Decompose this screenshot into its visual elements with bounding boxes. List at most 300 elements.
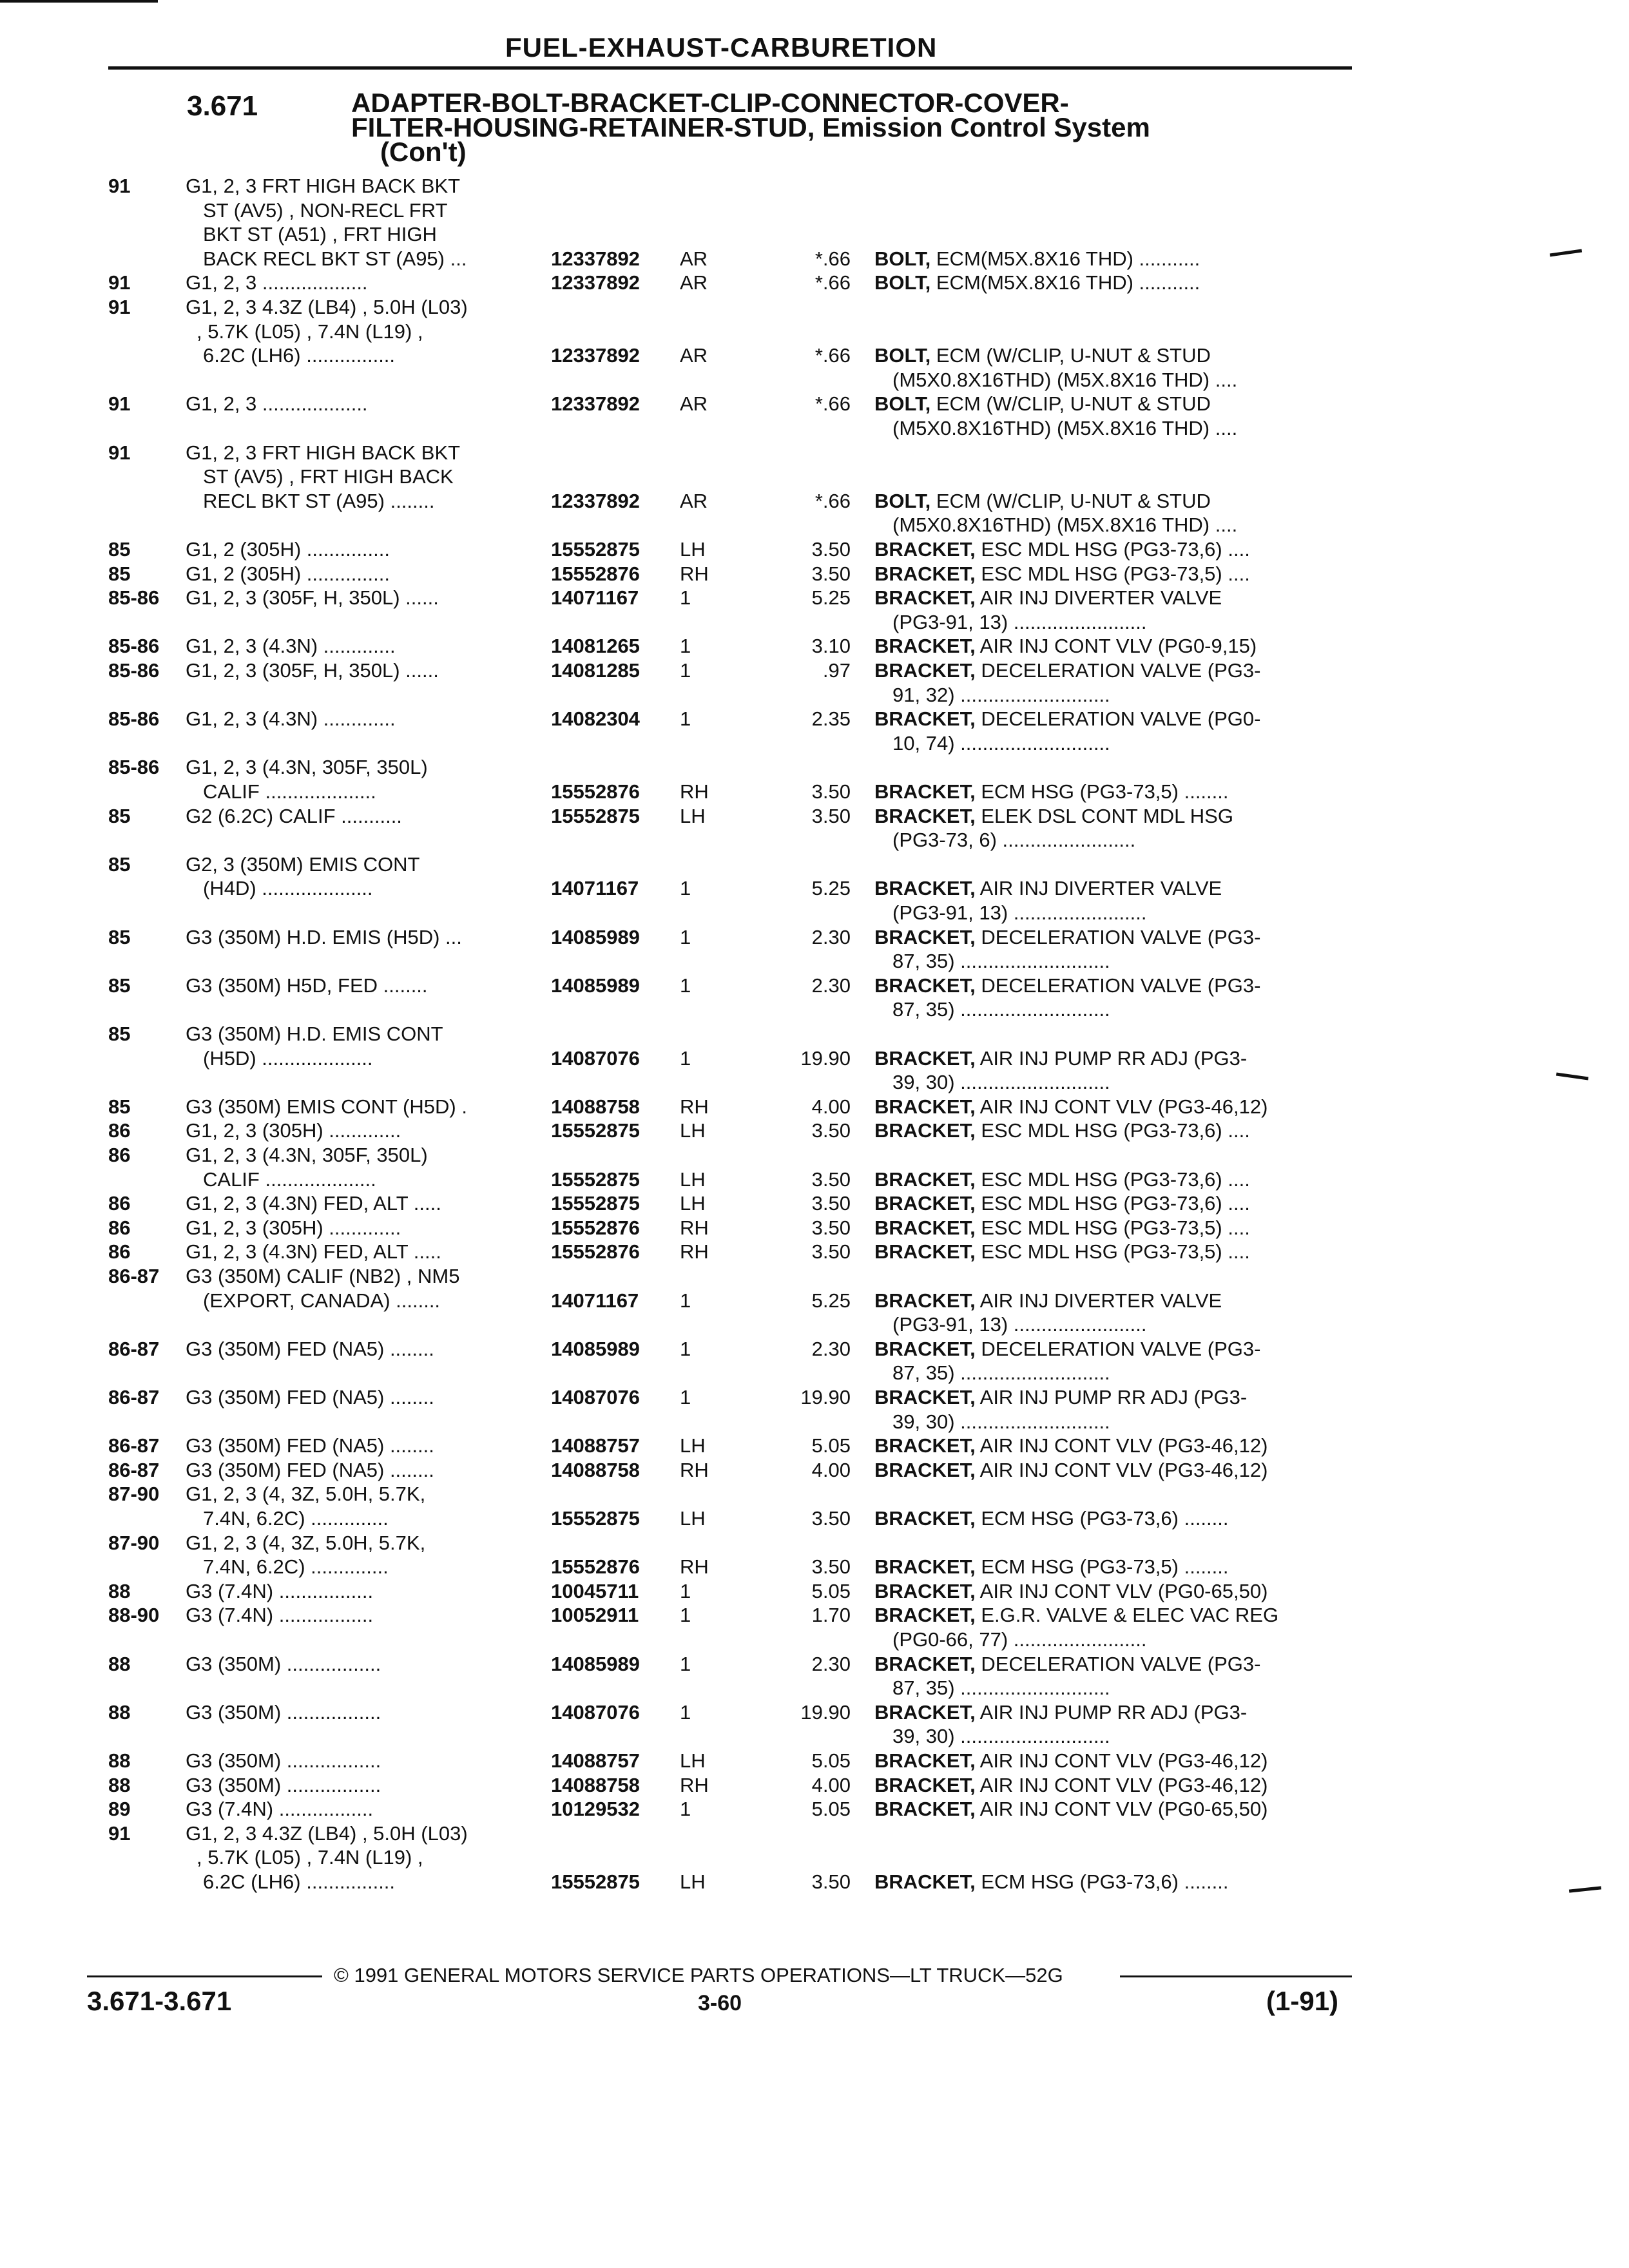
application-cell: G1, 2, 3 4.3Z (LB4) , 5.0H (L03): [186, 296, 468, 318]
year-cell: 91: [108, 296, 131, 318]
year-cell: 85: [108, 1023, 131, 1045]
part-number-cell: 15552876: [551, 1555, 640, 1579]
description-cell: (PG3-73, 6) ........................: [892, 829, 1136, 852]
application-cell: G3 (350M) .................: [186, 1773, 381, 1796]
description-cell: [874, 392, 1345, 416]
year-cell: 86: [108, 1216, 131, 1239]
description-cell: [874, 1797, 1345, 1821]
price-cell: 5.25: [811, 1289, 851, 1312]
quantity-cell: RH: [680, 1216, 709, 1239]
part-name: BRACKET,: [874, 635, 976, 658]
application-cell: G3 (350M) .................: [186, 1749, 381, 1772]
part-description: AIR INJ CONT VLV (PG0-65,50): [979, 1798, 1268, 1821]
part-name: BOLT,: [874, 247, 931, 270]
description-cell: [874, 1749, 1345, 1773]
description-cell: [874, 876, 1345, 900]
year-cell: 85-86: [108, 586, 160, 610]
year-cell: 85: [108, 562, 131, 585]
application-cell: BKT ST (A51) , FRT HIGH: [203, 223, 437, 246]
quantity-cell: 1: [680, 1798, 691, 1821]
price-cell: 1.70: [811, 1604, 851, 1627]
description-cell: [874, 1700, 1345, 1724]
year-cell: 86-87: [108, 1337, 160, 1360]
quantity-cell: 1: [680, 1700, 691, 1724]
quantity-cell: RH: [680, 1240, 709, 1264]
description-cell: [874, 1555, 1345, 1579]
application-cell: (H4D) ....................: [203, 877, 373, 900]
application-cell: G3 (350M) H.D. EMIS CONT: [186, 1023, 443, 1045]
application-cell: G3 (350M) H.D. EMIS (H5D) ...: [186, 925, 462, 948]
part-description: ESC MDL HSG (PG3-73,6) ....: [981, 538, 1250, 561]
description-cell: [874, 1385, 1345, 1409]
part-number-cell: 15552875: [551, 538, 640, 561]
top-rule: [0, 0, 158, 3]
description-cell: (PG3-91, 13) ........................: [892, 1313, 1147, 1336]
year-cell: 85: [108, 1095, 131, 1118]
price-cell: 2.30: [811, 925, 851, 948]
price-cell: 3.10: [811, 635, 851, 658]
quantity-cell: 1: [680, 925, 691, 948]
part-name: BRACKET,: [874, 1046, 976, 1070]
quantity-cell: 1: [680, 1652, 691, 1675]
margin-mark: [1556, 1073, 1588, 1081]
part-name: BRACKET,: [874, 1386, 976, 1408]
footer-rule-left: [87, 1975, 322, 1977]
footer-page-number: 3-60: [698, 1991, 742, 2015]
description-cell: [874, 247, 1345, 271]
application-cell: G3 (350M) FED (NA5) ........: [186, 1386, 434, 1408]
part-description: DECELERATION VALVE (PG3-: [981, 659, 1261, 682]
description-cell: [874, 1870, 1345, 1894]
application-cell: G1, 2, 3 (305F, H, 350L) ......: [186, 586, 439, 610]
application-cell: G3 (350M) CALIF (NB2) , NM5: [186, 1265, 460, 1287]
part-number-cell: 14088758: [551, 1095, 640, 1118]
price-cell: 19.90: [800, 1700, 851, 1724]
application-cell: G3 (350M) FED (NA5) ........: [186, 1337, 434, 1360]
description-cell: (M5X0.8X16THD) (M5X.8X16 THD) ....: [892, 368, 1238, 391]
quantity-cell: 1: [680, 1337, 691, 1360]
part-number-cell: 14088757: [551, 1434, 640, 1457]
part-number-cell: 12337892: [551, 489, 640, 512]
description-cell: 87, 35) ...........................: [892, 1677, 1110, 1700]
part-name: BRACKET,: [874, 1458, 976, 1481]
description-cell: [874, 271, 1345, 294]
description-cell: [874, 1216, 1345, 1240]
part-name: BOLT,: [874, 271, 931, 294]
quantity-cell: AR: [680, 344, 708, 367]
quantity-cell: 1: [680, 707, 691, 731]
quantity-cell: RH: [680, 1095, 709, 1118]
quantity-cell: 1: [680, 974, 691, 997]
part-number-cell: 15552875: [551, 1192, 640, 1215]
description-cell: 10, 74) ...........................: [892, 731, 1110, 754]
year-cell: 85: [108, 852, 131, 876]
part-number-cell: 14085989: [551, 1337, 640, 1360]
part-description: DECELERATION VALVE (PG3-: [981, 1652, 1261, 1675]
part-name: BRACKET,: [874, 562, 976, 585]
description-cell: [874, 537, 1345, 561]
part-name: BOLT,: [874, 489, 931, 512]
part-description: ESC MDL HSG (PG3-73,5) ....: [981, 1240, 1250, 1264]
part-name: BOLT,: [874, 392, 931, 416]
part-name: BRACKET,: [874, 925, 976, 948]
price-cell: 5.25: [811, 877, 851, 900]
application-cell: G2, 3 (350M) EMIS CONT: [186, 852, 420, 876]
description-cell: [874, 1119, 1345, 1142]
application-cell: G3 (350M) H5D, FED ........: [186, 974, 428, 997]
year-cell: 89: [108, 1798, 131, 1821]
application-cell: CALIF ....................: [203, 780, 376, 803]
price-cell: 5.25: [811, 586, 851, 610]
application-cell: G1, 2, 3 4.3Z (LB4) , 5.0H (L03): [186, 1821, 468, 1845]
description-cell: [874, 780, 1345, 803]
part-number-cell: 14087076: [551, 1386, 640, 1408]
year-cell: 86: [108, 1144, 131, 1166]
quantity-cell: 1: [680, 659, 691, 682]
price-cell: 19.90: [800, 1046, 851, 1070]
description-cell: (PG3-91, 13) ........................: [892, 610, 1147, 633]
part-number-cell: 14087076: [551, 1046, 640, 1070]
application-cell: ST (AV5) , NON-RECL FRT: [203, 198, 448, 222]
header-rule: [108, 66, 1352, 70]
price-cell: 4.00: [811, 1095, 851, 1118]
application-cell: 6.2C (LH6) ................: [203, 1870, 396, 1893]
description-cell: [874, 634, 1345, 658]
part-name: BRACKET,: [874, 1192, 976, 1215]
part-number-cell: 14071167: [551, 586, 639, 610]
price-cell: *.66: [815, 271, 851, 294]
application-cell: G1, 2, 3 (305F, H, 350L) ......: [186, 659, 439, 682]
application-cell: G3 (7.4N) .................: [186, 1604, 374, 1627]
part-number-cell: 15552876: [551, 780, 640, 803]
part-name: BRACKET,: [874, 877, 976, 900]
price-cell: 3.50: [811, 1506, 851, 1530]
description-cell: [874, 1652, 1345, 1676]
part-description: AIR INJ CONT VLV (PG0-65,50): [979, 1579, 1268, 1602]
price-cell: 2.30: [811, 1337, 851, 1360]
quantity-cell: AR: [680, 392, 708, 416]
application-cell: G3 (350M) FED (NA5) ........: [186, 1434, 434, 1457]
part-description: ECM HSG (PG3-73,6) ........: [981, 1870, 1229, 1893]
year-cell: 88: [108, 1773, 131, 1796]
part-description: DECELERATION VALVE (PG3-: [981, 1337, 1261, 1360]
description-cell: [874, 586, 1345, 610]
part-name: BRACKET,: [874, 538, 976, 561]
quantity-cell: 1: [680, 1579, 691, 1602]
quantity-cell: 1: [680, 1386, 691, 1408]
part-number-cell: 12337892: [551, 271, 640, 294]
application-cell: G1, 2, 3 (4.3N, 305F, 350L): [186, 756, 428, 779]
part-name: BRACKET,: [874, 1506, 976, 1530]
price-cell: 4.00: [811, 1773, 851, 1796]
price-cell: 5.05: [811, 1798, 851, 1821]
part-name: BRACKET,: [874, 1870, 976, 1893]
footer-section-range: 3.671-3.671: [87, 1986, 232, 2016]
description-cell: [874, 1289, 1345, 1312]
application-cell: , 5.7K (L05) , 7.4N (L19) ,: [197, 1846, 423, 1869]
part-description: AIR INJ DIVERTER VALVE: [979, 1289, 1222, 1312]
year-cell: 85: [108, 538, 131, 561]
price-cell: 2.30: [811, 1652, 851, 1675]
part-name: BRACKET,: [874, 780, 976, 803]
price-cell: 5.05: [811, 1434, 851, 1457]
description-cell: [874, 1458, 1345, 1482]
part-description: ECM HSG (PG3-73,6) ........: [981, 1506, 1229, 1530]
footer-copyright: © 1991 GENERAL MOTORS SERVICE PARTS OPERATIONS—LT TRUCK—52G: [334, 1964, 1063, 1986]
price-cell: 3.50: [811, 538, 851, 561]
part-name: BRACKET,: [874, 1773, 976, 1796]
application-cell: G1, 2, 3 (4.3N) .............: [186, 707, 396, 731]
year-cell: 86-87: [108, 1434, 160, 1457]
application-cell: 6.2C (LH6) ................: [203, 344, 396, 367]
year-cell: 86: [108, 1192, 131, 1215]
part-name: BRACKET,: [874, 1579, 976, 1602]
year-cell: 88: [108, 1652, 131, 1675]
part-number-cell: 12337892: [551, 247, 640, 270]
part-description: AIR INJ CONT VLV (PG3-46,12): [979, 1434, 1268, 1457]
year-cell: 88: [108, 1749, 131, 1772]
description-cell: [874, 1191, 1345, 1215]
part-number-cell: 14085989: [551, 925, 640, 948]
price-cell: 3.50: [811, 1168, 851, 1191]
part-number-cell: 15552875: [551, 1119, 640, 1142]
year-cell: 85-86: [108, 659, 160, 682]
part-description: AIR INJ CONT VLV (PG0-9,15): [979, 635, 1257, 658]
part-name: BRACKET,: [874, 707, 976, 731]
part-name: BRACKET,: [874, 1289, 976, 1312]
description-cell: [874, 1240, 1345, 1264]
quantity-cell: LH: [680, 1749, 706, 1772]
part-number-cell: 15552876: [551, 1240, 640, 1264]
price-cell: 4.00: [811, 1458, 851, 1481]
application-cell: G1, 2, 3 (4.3N, 305F, 350L): [186, 1144, 428, 1166]
part-name: BRACKET,: [874, 804, 976, 827]
price-cell: 3.50: [811, 1216, 851, 1239]
description-cell: [874, 804, 1345, 828]
price-cell: 3.50: [811, 780, 851, 803]
application-cell: G1, 2, 3 (4, 3Z, 5.0H, 5.7K,: [186, 1483, 426, 1506]
part-description: ECM HSG (PG3-73,5) ........: [981, 1555, 1229, 1579]
description-cell: (PG0-66, 77) ........................: [892, 1628, 1147, 1651]
part-description: DECELERATION VALVE (PG0-: [981, 707, 1261, 731]
year-cell: 86: [108, 1240, 131, 1264]
part-name: BRACKET,: [874, 1798, 976, 1821]
part-name: BRACKET,: [874, 1749, 976, 1772]
quantity-cell: 1: [680, 1289, 691, 1312]
part-number-cell: 14085989: [551, 1652, 640, 1675]
part-name: BRACKET,: [874, 1240, 976, 1264]
description-cell: [874, 1506, 1345, 1530]
part-description: ECM HSG (PG3-73,5) ........: [981, 780, 1229, 803]
price-cell: *.66: [815, 247, 851, 270]
application-cell: G3 (350M) .................: [186, 1652, 381, 1675]
description-cell: (M5X0.8X16THD) (M5X.8X16 THD) ....: [892, 416, 1238, 439]
application-cell: G3 (7.4N) .................: [186, 1798, 374, 1821]
part-description: AIR INJ DIVERTER VALVE: [979, 586, 1222, 610]
application-cell: G3 (7.4N) .................: [186, 1579, 374, 1602]
part-number-cell: 12337892: [551, 344, 640, 367]
part-name: BRACKET,: [874, 586, 976, 610]
application-cell: G1, 2, 3 (4.3N) FED, ALT .....: [186, 1240, 441, 1264]
part-name: BRACKET,: [874, 1555, 976, 1579]
part-name: BRACKET,: [874, 1434, 976, 1457]
part-description: ECM (W/CLIP, U-NUT & STUD: [936, 392, 1211, 416]
margin-mark: [1569, 1886, 1601, 1892]
application-cell: G1, 2, 3 (4.3N) .............: [186, 635, 396, 658]
year-cell: 85-86: [108, 635, 160, 658]
price-cell: 5.05: [811, 1579, 851, 1602]
application-cell: 7.4N, 6.2C) ..............: [203, 1506, 389, 1530]
part-description: AIR INJ DIVERTER VALVE: [979, 877, 1222, 900]
section-title-line-2: FILTER-HOUSING-RETAINER-STUD, Emission Control System: [351, 112, 1150, 142]
section-title-line-1: ADAPTER-BOLT-BRACKET-CLIP-CONNECTOR-COVER-: [351, 88, 1069, 118]
quantity-cell: LH: [680, 804, 706, 827]
quantity-cell: RH: [680, 1555, 709, 1579]
year-cell: 87-90: [108, 1483, 160, 1506]
application-cell: G3 (350M) .................: [186, 1700, 381, 1724]
part-number-cell: 14088757: [551, 1749, 640, 1772]
part-description: ECM(M5X.8X16 THD) ...........: [936, 247, 1200, 270]
quantity-cell: 1: [680, 877, 691, 900]
part-name: BRACKET,: [874, 1604, 976, 1627]
year-cell: 88: [108, 1579, 131, 1602]
part-name: BRACKET,: [874, 659, 976, 682]
part-description: ECM(M5X.8X16 THD) ...........: [936, 271, 1200, 294]
part-name: BOLT,: [874, 344, 931, 367]
year-cell: 86-87: [108, 1386, 160, 1408]
part-description: AIR INJ PUMP RR ADJ (PG3-: [979, 1700, 1248, 1724]
part-name: BRACKET,: [874, 1652, 976, 1675]
quantity-cell: AR: [680, 271, 708, 294]
part-number-cell: 14085989: [551, 974, 640, 997]
part-description: AIR INJ PUMP RR ADJ (PG3-: [979, 1386, 1248, 1408]
application-cell: G1, 2, 3 (4, 3Z, 5.0H, 5.7K,: [186, 1531, 426, 1554]
description-cell: [874, 1603, 1345, 1627]
description-cell: [874, 343, 1345, 367]
part-number-cell: 15552876: [551, 1216, 640, 1239]
application-cell: G2 (6.2C) CALIF ...........: [186, 804, 402, 827]
application-cell: ST (AV5) , FRT HIGH BACK: [203, 465, 454, 488]
part-number-cell: 10052911: [551, 1604, 639, 1627]
part-description: ESC MDL HSG (PG3-73,6) ....: [981, 1192, 1250, 1215]
section-title-line-3: (Con't): [380, 137, 467, 167]
application-cell: RECL BKT ST (A95) ........: [203, 489, 435, 512]
application-cell: , 5.7K (L05) , 7.4N (L19) ,: [197, 320, 423, 343]
application-cell: G1, 2, 3 (4.3N) FED, ALT .....: [186, 1192, 441, 1215]
part-name: BRACKET,: [874, 974, 976, 997]
price-cell: .97: [822, 659, 851, 682]
year-cell: 87-90: [108, 1531, 160, 1554]
quantity-cell: 1: [680, 1604, 691, 1627]
quantity-cell: LH: [680, 1870, 706, 1893]
description-cell: (M5X0.8X16THD) (M5X.8X16 THD) ....: [892, 514, 1238, 537]
quantity-cell: 1: [680, 1046, 691, 1070]
year-cell: 85-86: [108, 756, 160, 779]
page-header: FUEL-EXHAUST-CARBURETION: [505, 32, 938, 62]
part-name: BRACKET,: [874, 1168, 976, 1191]
year-cell: 91: [108, 271, 131, 294]
quantity-cell: LH: [680, 1168, 706, 1191]
price-cell: 3.50: [811, 804, 851, 827]
application-cell: BACK RECL BKT ST (A95) ...: [203, 247, 467, 270]
part-description: ECM (W/CLIP, U-NUT & STUD: [936, 489, 1211, 512]
quantity-cell: 1: [680, 586, 691, 610]
part-number-cell: 15552876: [551, 562, 640, 585]
part-number-cell: 14081285: [551, 659, 640, 682]
description-cell: [874, 1095, 1345, 1119]
description-cell: [874, 562, 1345, 586]
application-cell: G3 (350M) FED (NA5) ........: [186, 1458, 434, 1481]
price-cell: 19.90: [800, 1386, 851, 1408]
application-cell: G1, 2, 3 (305H) .............: [186, 1119, 401, 1142]
quantity-cell: AR: [680, 489, 708, 512]
part-number-cell: 14081265: [551, 635, 640, 658]
price-cell: *.66: [815, 392, 851, 416]
margin-mark: [1550, 249, 1582, 257]
year-cell: 88-90: [108, 1604, 160, 1627]
part-description: AIR INJ CONT VLV (PG3-46,12): [979, 1749, 1268, 1772]
year-cell: 85: [108, 925, 131, 948]
price-cell: 5.05: [811, 1749, 851, 1772]
price-cell: 3.50: [811, 1119, 851, 1142]
application-cell: G1, 2 (305H) ...............: [186, 538, 390, 561]
section-number: 3.671: [187, 90, 258, 122]
part-name: BRACKET,: [874, 1216, 976, 1239]
part-description: AIR INJ CONT VLV (PG3-46,12): [979, 1095, 1268, 1118]
part-number-cell: 14071167: [551, 1289, 639, 1312]
part-name: BRACKET,: [874, 1337, 976, 1360]
part-number-cell: 14088758: [551, 1458, 640, 1481]
part-description: ESC MDL HSG (PG3-73,6) ....: [981, 1119, 1250, 1142]
description-cell: 87, 35) ...........................: [892, 998, 1110, 1021]
application-cell: (EXPORT, CANADA) ........: [203, 1289, 441, 1312]
price-cell: 3.50: [811, 1192, 851, 1215]
price-cell: 2.35: [811, 707, 851, 731]
application-cell: (H5D) ....................: [203, 1046, 373, 1070]
application-cell: G1, 2, 3 FRT HIGH BACK BKT: [186, 441, 461, 464]
year-cell: 91: [108, 441, 131, 464]
quantity-cell: RH: [680, 1773, 709, 1796]
application-cell: G1, 2, 3 FRT HIGH BACK BKT: [186, 175, 461, 197]
description-cell: [874, 707, 1345, 731]
part-description: AIR INJ CONT VLV (PG3-46,12): [979, 1773, 1268, 1796]
year-cell: 86-87: [108, 1458, 160, 1481]
description-cell: [874, 925, 1345, 949]
part-description: ELEK DSL CONT MDL HSG: [981, 804, 1233, 827]
description-cell: [874, 1046, 1345, 1070]
year-cell: 91: [108, 175, 131, 197]
part-description: DECELERATION VALVE (PG3-: [981, 925, 1261, 948]
part-number-cell: 15552875: [551, 1870, 640, 1893]
quantity-cell: LH: [680, 1192, 706, 1215]
footer-date: (1-91): [1266, 1986, 1339, 2016]
year-cell: 85: [108, 974, 131, 997]
description-cell: 87, 35) ...........................: [892, 950, 1110, 973]
part-number-cell: 12337892: [551, 392, 640, 416]
description-cell: [874, 1337, 1345, 1361]
part-description: E.G.R. VALVE & ELEC VAC REG: [981, 1604, 1279, 1627]
quantity-cell: LH: [680, 1119, 706, 1142]
price-cell: 2.30: [811, 974, 851, 997]
price-cell: 3.50: [811, 1240, 851, 1264]
part-name: BRACKET,: [874, 1119, 976, 1142]
description-cell: 87, 35) ...........................: [892, 1361, 1110, 1385]
quantity-cell: RH: [680, 780, 709, 803]
year-cell: 91: [108, 1821, 131, 1845]
part-description: ESC MDL HSG (PG3-73,5) ....: [981, 1216, 1250, 1239]
price-cell: 3.50: [811, 1870, 851, 1893]
application-cell: G1, 2 (305H) ...............: [186, 562, 390, 585]
